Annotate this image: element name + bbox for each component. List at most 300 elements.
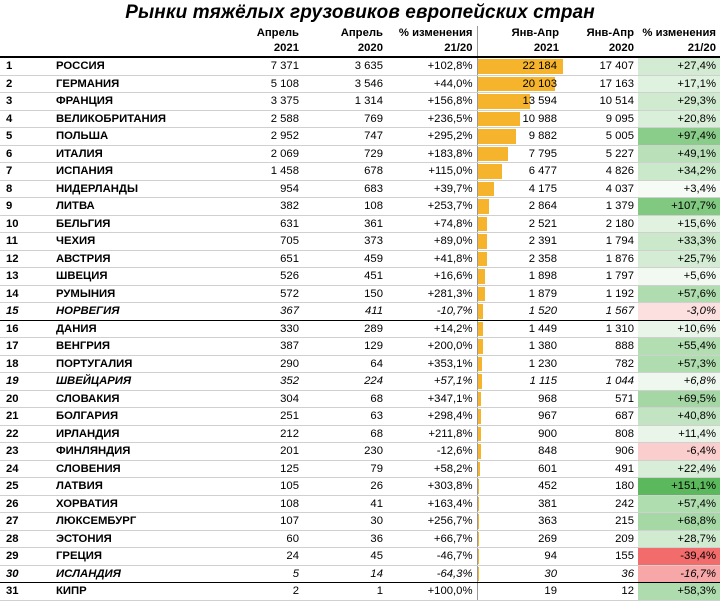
ytd-2021-value xyxy=(477,233,563,251)
ytd-change-value: -16,7% xyxy=(638,565,720,583)
april-2020-value: 411 xyxy=(303,303,387,321)
country-name: СЛОВЕНИЯ xyxy=(52,460,219,478)
april-2020-value: 26 xyxy=(303,478,387,496)
april-change-value: +211,8% xyxy=(387,425,477,443)
rank-cell: 22 xyxy=(0,425,52,443)
ytd-2021-value xyxy=(477,163,563,181)
april-change-value: +183,8% xyxy=(387,145,477,163)
april-change-value: +281,3% xyxy=(387,285,477,303)
april-2021-value: 212 xyxy=(219,425,303,443)
ytd-2021-label: 269 xyxy=(478,531,564,548)
table-row xyxy=(0,373,720,391)
ytd-change-value: +40,8% xyxy=(638,408,720,426)
april-2021-value: 201 xyxy=(219,443,303,461)
april-2020-value: 14 xyxy=(303,565,387,583)
ytd-change-value: +10,6% xyxy=(638,320,720,338)
ytd-2021-label: 19 xyxy=(478,583,564,600)
header-chg-line2: 21/20 xyxy=(387,41,477,57)
april-2021-value: 330 xyxy=(219,320,303,338)
april-2021-value: 651 xyxy=(219,250,303,268)
ytd-change-value: +69,5% xyxy=(638,390,720,408)
country-name: ПОЛЬША xyxy=(52,128,219,146)
table-row xyxy=(0,425,720,443)
april-2020-value: 41 xyxy=(303,495,387,513)
ytd-change-value: +5,6% xyxy=(638,268,720,286)
ytd-2020-value: 36 xyxy=(563,565,638,583)
header-chg-line1: % изменения xyxy=(387,26,477,41)
country-name: ХОРВАТИЯ xyxy=(52,495,219,513)
page-title: Рынки тяжёлых грузовиков европейских стран xyxy=(0,0,720,26)
rank-cell: 16 xyxy=(0,320,52,338)
april-change-value: +74,8% xyxy=(387,215,477,233)
april-2021-value: 2 069 xyxy=(219,145,303,163)
ytd-2021-label: 1 115 xyxy=(478,373,564,390)
rank-cell: 29 xyxy=(0,548,52,566)
april-2020-value: 108 xyxy=(303,198,387,216)
april-2020-value: 1 314 xyxy=(303,93,387,111)
country-name: БОЛГАРИЯ xyxy=(52,408,219,426)
country-name: ЭСТОНИЯ xyxy=(52,530,219,548)
april-2020-value: 729 xyxy=(303,145,387,163)
april-2020-value: 373 xyxy=(303,233,387,251)
rank-cell: 26 xyxy=(0,495,52,513)
country-name: ВЕНГРИЯ xyxy=(52,338,219,356)
ytd-2021-label: 9 882 xyxy=(478,128,564,145)
april-2020-value: 30 xyxy=(303,513,387,531)
april-2020-value: 3 635 xyxy=(303,57,387,75)
april-2021-value: 251 xyxy=(219,408,303,426)
country-name: ИСЛАНДИЯ xyxy=(52,565,219,583)
table-row xyxy=(0,75,720,93)
ytd-change-value: +20,8% xyxy=(638,110,720,128)
table-row xyxy=(0,215,720,233)
april-2021-value: 2 588 xyxy=(219,110,303,128)
rank-cell: 27 xyxy=(0,513,52,531)
table-row xyxy=(0,303,720,321)
country-name: ПОРТУГАЛИЯ xyxy=(52,355,219,373)
table-row xyxy=(0,530,720,548)
ytd-2021-label: 94 xyxy=(478,548,564,565)
table-row xyxy=(0,390,720,408)
ytd-2021-value xyxy=(477,478,563,496)
ytd-2021-value xyxy=(477,338,563,356)
april-change-value: -10,7% xyxy=(387,303,477,321)
ytd-2020-value: 687 xyxy=(563,408,638,426)
table-row xyxy=(0,268,720,286)
april-2021-value: 2 952 xyxy=(219,128,303,146)
ytd-2021-label: 2 864 xyxy=(478,198,564,215)
header-apr2021-line2: 2021 xyxy=(219,41,303,57)
ytd-2021-label: 601 xyxy=(478,461,564,478)
ytd-2020-value: 1 567 xyxy=(563,303,638,321)
april-change-value: -12,6% xyxy=(387,443,477,461)
april-change-value: +156,8% xyxy=(387,93,477,111)
rank-cell: 7 xyxy=(0,163,52,181)
april-change-value: +41,8% xyxy=(387,250,477,268)
ytd-2021-label: 1 879 xyxy=(478,286,564,303)
ytd-change-value: +22,4% xyxy=(638,460,720,478)
country-name: ЛИТВА xyxy=(52,198,219,216)
april-2021-value: 387 xyxy=(219,338,303,356)
rank-cell: 3 xyxy=(0,93,52,111)
rank-cell: 21 xyxy=(0,408,52,426)
rank-cell: 30 xyxy=(0,565,52,583)
april-change-value: +163,4% xyxy=(387,495,477,513)
ytd-change-value: +34,2% xyxy=(638,163,720,181)
april-change-value: -46,7% xyxy=(387,548,477,566)
april-2020-value: 45 xyxy=(303,548,387,566)
ytd-2020-value: 12 xyxy=(563,583,638,601)
april-2020-value: 63 xyxy=(303,408,387,426)
table-row xyxy=(0,320,720,338)
april-change-value: -64,3% xyxy=(387,565,477,583)
header-name xyxy=(52,26,219,41)
ytd-2021-value xyxy=(477,198,563,216)
ytd-2021-label: 1 520 xyxy=(478,303,564,320)
ytd-change-value: +151,1% xyxy=(638,478,720,496)
ytd-2021-label: 1 230 xyxy=(478,356,564,373)
rank-cell: 2 xyxy=(0,75,52,93)
ytd-2021-label: 968 xyxy=(478,391,564,408)
ytd-change-value: +33,3% xyxy=(638,233,720,251)
ytd-2020-value: 215 xyxy=(563,513,638,531)
april-2020-value: 451 xyxy=(303,268,387,286)
table-row xyxy=(0,460,720,478)
april-2020-value: 230 xyxy=(303,443,387,461)
table-row xyxy=(0,513,720,531)
ytd-2020-value: 1 379 xyxy=(563,198,638,216)
rank-cell: 23 xyxy=(0,443,52,461)
april-2020-value: 79 xyxy=(303,460,387,478)
ytd-2021-label: 10 988 xyxy=(478,111,564,128)
ytd-change-value: +11,4% xyxy=(638,425,720,443)
country-name: БЕЛЬГИЯ xyxy=(52,215,219,233)
ytd-2021-label: 13 594 xyxy=(478,93,564,110)
table-row xyxy=(0,57,720,75)
table-row xyxy=(0,93,720,111)
ytd-2021-value xyxy=(477,530,563,548)
rank-cell: 10 xyxy=(0,215,52,233)
april-change-value: +57,1% xyxy=(387,373,477,391)
header-ytd2021-line2: 2021 xyxy=(477,41,563,57)
ytd-2021-value xyxy=(477,320,563,338)
country-name: КИПР xyxy=(52,583,219,601)
april-2020-value: 747 xyxy=(303,128,387,146)
ytd-2021-value xyxy=(477,250,563,268)
april-change-value: +253,7% xyxy=(387,198,477,216)
ytd-change-value: -6,4% xyxy=(638,443,720,461)
ytd-2021-value xyxy=(477,180,563,198)
ytd-2020-value: 242 xyxy=(563,495,638,513)
table-row xyxy=(0,478,720,496)
table-row xyxy=(0,565,720,583)
country-name: ГРЕЦИЯ xyxy=(52,548,219,566)
ytd-2021-value xyxy=(477,268,563,286)
april-2020-value: 678 xyxy=(303,163,387,181)
ytd-change-value: +97,4% xyxy=(638,128,720,146)
april-2020-value: 3 546 xyxy=(303,75,387,93)
table-row xyxy=(0,443,720,461)
april-2020-value: 361 xyxy=(303,215,387,233)
april-change-value: +115,0% xyxy=(387,163,477,181)
ytd-2021-label: 4 175 xyxy=(478,181,564,198)
rank-cell: 24 xyxy=(0,460,52,478)
ytd-2021-value xyxy=(477,425,563,443)
april-change-value: +89,0% xyxy=(387,233,477,251)
rank-cell: 15 xyxy=(0,303,52,321)
table-row xyxy=(0,128,720,146)
april-change-value: +295,2% xyxy=(387,128,477,146)
ytd-2020-value: 180 xyxy=(563,478,638,496)
rank-cell: 1 xyxy=(0,57,52,75)
ytd-2020-value: 155 xyxy=(563,548,638,566)
ytd-2020-value: 5 005 xyxy=(563,128,638,146)
table-row xyxy=(0,163,720,181)
country-name: ШВЕЙЦАРИЯ xyxy=(52,373,219,391)
ytd-change-value: -3,0% xyxy=(638,303,720,321)
april-2020-value: 769 xyxy=(303,110,387,128)
april-2020-value: 68 xyxy=(303,425,387,443)
april-2020-value: 129 xyxy=(303,338,387,356)
table-row xyxy=(0,285,720,303)
ytd-2021-value xyxy=(477,583,563,601)
ytd-change-value: -39,4% xyxy=(638,548,720,566)
april-2021-value: 5 108 xyxy=(219,75,303,93)
rank-cell: 18 xyxy=(0,355,52,373)
ytd-2020-value: 5 227 xyxy=(563,145,638,163)
april-change-value: +353,1% xyxy=(387,355,477,373)
header-apr2021-line1: Апрель xyxy=(219,26,303,41)
country-name: РУМЫНИЯ xyxy=(52,285,219,303)
country-name: ФИНЛЯНДИЯ xyxy=(52,443,219,461)
ytd-change-value: +57,4% xyxy=(638,495,720,513)
ytd-2021-value xyxy=(477,93,563,111)
table-row xyxy=(0,180,720,198)
april-2021-value: 382 xyxy=(219,198,303,216)
april-change-value: +14,2% xyxy=(387,320,477,338)
ytd-2020-value: 2 180 xyxy=(563,215,638,233)
ytd-2021-value xyxy=(477,145,563,163)
table-row xyxy=(0,338,720,356)
april-2021-value: 631 xyxy=(219,215,303,233)
april-2020-value: 64 xyxy=(303,355,387,373)
ytd-2021-value xyxy=(477,57,563,75)
ytd-2021-label: 22 184 xyxy=(478,58,564,75)
april-change-value: +256,7% xyxy=(387,513,477,531)
table-row xyxy=(0,408,720,426)
rank-cell: 17 xyxy=(0,338,52,356)
ytd-2021-value xyxy=(477,443,563,461)
ytd-2021-value xyxy=(477,565,563,583)
ytd-2021-value xyxy=(477,495,563,513)
header-ytd2020-line1: Янв-Апр xyxy=(563,26,638,41)
april-change-value: +102,8% xyxy=(387,57,477,75)
ytd-2021-value xyxy=(477,513,563,531)
april-2020-value: 683 xyxy=(303,180,387,198)
april-2021-value: 352 xyxy=(219,373,303,391)
rank-cell: 28 xyxy=(0,530,52,548)
april-2020-value: 1 xyxy=(303,583,387,601)
april-2021-value: 572 xyxy=(219,285,303,303)
header-chg-ytd-line2: 21/20 xyxy=(638,41,720,57)
header-apr2020-line2: 2020 xyxy=(303,41,387,57)
rank-cell: 8 xyxy=(0,180,52,198)
april-2021-value: 60 xyxy=(219,530,303,548)
april-2021-value: 125 xyxy=(219,460,303,478)
ytd-2020-value: 888 xyxy=(563,338,638,356)
ytd-2021-label: 900 xyxy=(478,426,564,443)
ytd-change-value: +29,3% xyxy=(638,93,720,111)
ytd-2021-label: 7 795 xyxy=(478,146,564,163)
header-ytd2020-line2: 2020 xyxy=(563,41,638,57)
april-change-value: +236,5% xyxy=(387,110,477,128)
ytd-2020-value: 17 407 xyxy=(563,57,638,75)
april-change-value: +347,1% xyxy=(387,390,477,408)
april-2021-value: 5 xyxy=(219,565,303,583)
ytd-2021-value xyxy=(477,215,563,233)
april-2020-value: 68 xyxy=(303,390,387,408)
ytd-2021-value xyxy=(477,303,563,321)
ytd-2020-value: 1 794 xyxy=(563,233,638,251)
ytd-2021-label: 381 xyxy=(478,496,564,513)
april-change-value: +39,7% xyxy=(387,180,477,198)
country-name: РОССИЯ xyxy=(52,57,219,75)
header-chg-ytd-line1: % изменения xyxy=(638,26,720,41)
header-apr2020-line1: Апрель xyxy=(303,26,387,41)
ytd-2020-value: 906 xyxy=(563,443,638,461)
ytd-2020-value: 4 037 xyxy=(563,180,638,198)
ytd-change-value: +3,4% xyxy=(638,180,720,198)
ytd-2021-label: 2 391 xyxy=(478,233,564,250)
country-name: НИДЕРЛАНДЫ xyxy=(52,180,219,198)
ytd-2021-label: 1 449 xyxy=(478,321,564,338)
ytd-2020-value: 571 xyxy=(563,390,638,408)
rank-cell: 19 xyxy=(0,373,52,391)
ytd-change-value: +25,7% xyxy=(638,250,720,268)
rank-cell: 14 xyxy=(0,285,52,303)
ytd-2021-value xyxy=(477,460,563,478)
ytd-2020-value: 209 xyxy=(563,530,638,548)
ytd-2021-value xyxy=(477,110,563,128)
april-change-value: +200,0% xyxy=(387,338,477,356)
ytd-2021-value xyxy=(477,408,563,426)
ytd-2020-value: 1 310 xyxy=(563,320,638,338)
table-row xyxy=(0,548,720,566)
ytd-2021-label: 1 380 xyxy=(478,338,564,355)
april-2021-value: 526 xyxy=(219,268,303,286)
ytd-change-value: +28,7% xyxy=(638,530,720,548)
april-2021-value: 7 371 xyxy=(219,57,303,75)
april-2021-value: 954 xyxy=(219,180,303,198)
april-2021-value: 705 xyxy=(219,233,303,251)
markets-table xyxy=(0,26,720,601)
april-2021-value: 107 xyxy=(219,513,303,531)
rank-cell: 5 xyxy=(0,128,52,146)
ytd-2020-value: 1 192 xyxy=(563,285,638,303)
ytd-2021-value xyxy=(477,390,563,408)
ytd-2021-label: 363 xyxy=(478,513,564,530)
april-2020-value: 459 xyxy=(303,250,387,268)
table-body xyxy=(0,57,720,600)
ytd-2021-value xyxy=(477,355,563,373)
country-name: СЛОВАКИЯ xyxy=(52,390,219,408)
rank-cell: 31 xyxy=(0,583,52,601)
country-name: ИТАЛИЯ xyxy=(52,145,219,163)
ytd-2020-value: 782 xyxy=(563,355,638,373)
ytd-2020-value: 9 095 xyxy=(563,110,638,128)
ytd-2021-value xyxy=(477,548,563,566)
april-change-value: +58,2% xyxy=(387,460,477,478)
april-2021-value: 367 xyxy=(219,303,303,321)
rank-cell: 13 xyxy=(0,268,52,286)
ytd-2021-label: 848 xyxy=(478,443,564,460)
ytd-2020-value: 1 876 xyxy=(563,250,638,268)
rank-cell: 11 xyxy=(0,233,52,251)
rank-cell: 9 xyxy=(0,198,52,216)
ytd-change-value: +27,4% xyxy=(638,57,720,75)
rank-cell: 20 xyxy=(0,390,52,408)
rank-cell: 12 xyxy=(0,250,52,268)
ytd-2021-value xyxy=(477,373,563,391)
table-row xyxy=(0,233,720,251)
rank-cell: 25 xyxy=(0,478,52,496)
april-2021-value: 105 xyxy=(219,478,303,496)
table-row xyxy=(0,250,720,268)
country-name: ДАНИЯ xyxy=(52,320,219,338)
april-2021-value: 290 xyxy=(219,355,303,373)
april-2020-value: 224 xyxy=(303,373,387,391)
ytd-2021-value xyxy=(477,75,563,93)
ytd-change-value: +49,1% xyxy=(638,145,720,163)
country-name: АВСТРИЯ xyxy=(52,250,219,268)
country-name: ЛАТВИЯ xyxy=(52,478,219,496)
ytd-2021-label: 967 xyxy=(478,408,564,425)
april-change-value: +303,8% xyxy=(387,478,477,496)
april-2021-value: 3 375 xyxy=(219,93,303,111)
country-name: ЧЕХИЯ xyxy=(52,233,219,251)
april-2021-value: 2 xyxy=(219,583,303,601)
april-change-value: +44,0% xyxy=(387,75,477,93)
april-2020-value: 150 xyxy=(303,285,387,303)
table-row xyxy=(0,145,720,163)
april-2020-value: 289 xyxy=(303,320,387,338)
ytd-change-value: +107,7% xyxy=(638,198,720,216)
country-name: ФРАНЦИЯ xyxy=(52,93,219,111)
table-row xyxy=(0,495,720,513)
ytd-2021-label: 452 xyxy=(478,478,564,495)
ytd-2021-label: 30 xyxy=(478,566,564,583)
rank-cell: 6 xyxy=(0,145,52,163)
ytd-2021-label: 1 898 xyxy=(478,268,564,285)
ytd-2020-value: 4 826 xyxy=(563,163,638,181)
ytd-2021-label: 2 358 xyxy=(478,251,564,268)
ytd-change-value: +57,6% xyxy=(638,285,720,303)
ytd-2021-label: 2 521 xyxy=(478,216,564,233)
country-name: ЛЮКСЕМБУРГ xyxy=(52,513,219,531)
april-2021-value: 304 xyxy=(219,390,303,408)
april-change-value: +66,7% xyxy=(387,530,477,548)
rank-cell: 4 xyxy=(0,110,52,128)
april-change-value: +100,0% xyxy=(387,583,477,601)
country-name: НОРВЕГИЯ xyxy=(52,303,219,321)
ytd-change-value: +17,1% xyxy=(638,75,720,93)
country-name: ГЕРМАНИЯ xyxy=(52,75,219,93)
april-change-value: +16,6% xyxy=(387,268,477,286)
ytd-change-value: +6,8% xyxy=(638,373,720,391)
country-name: ШВЕЦИЯ xyxy=(52,268,219,286)
ytd-2021-value xyxy=(477,128,563,146)
ytd-2020-value: 17 163 xyxy=(563,75,638,93)
